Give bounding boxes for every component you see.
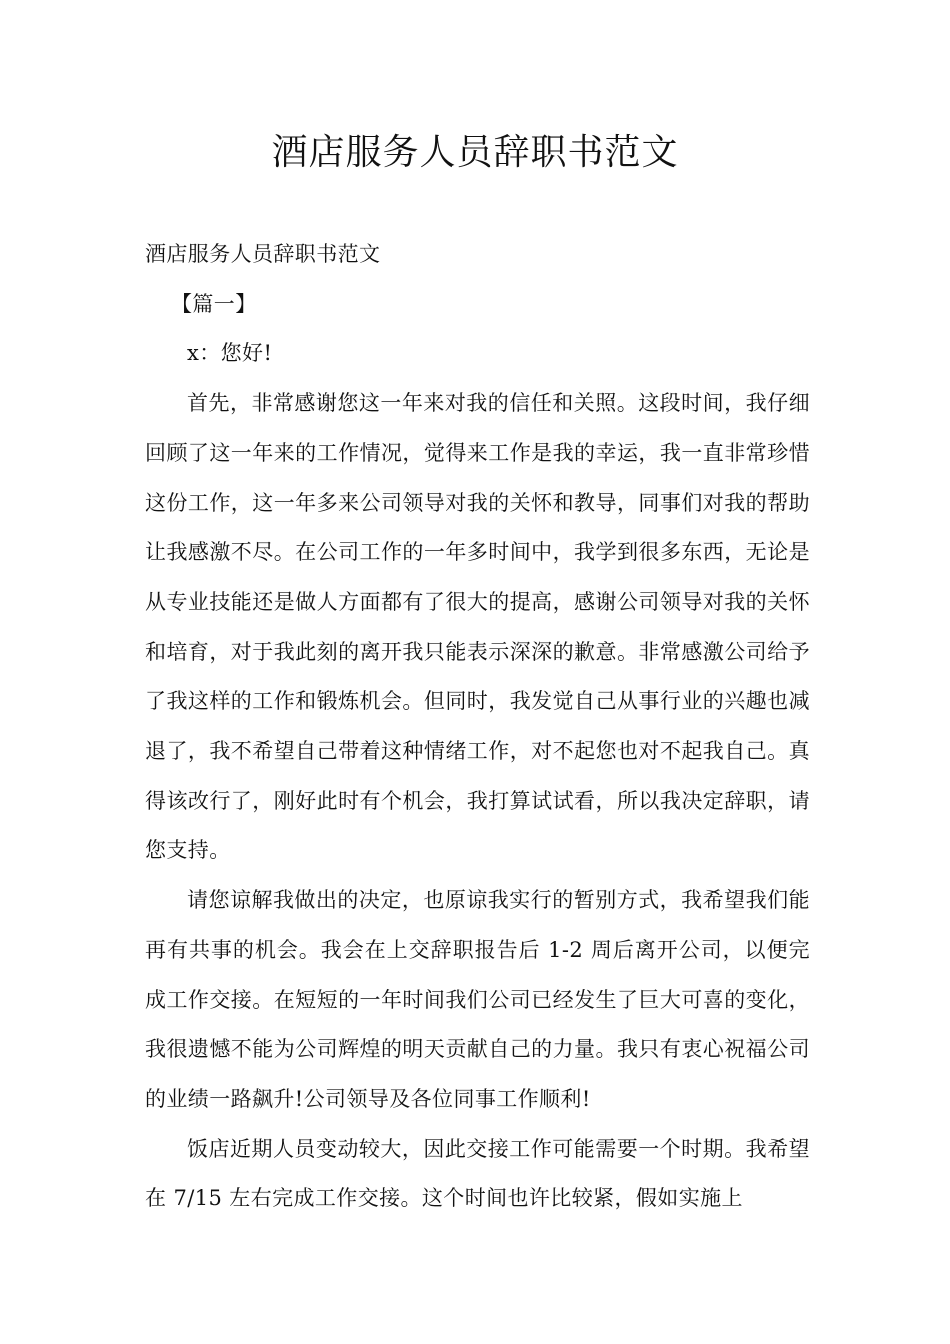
- paragraph-3: 饭店近期人员变动较大，因此交接工作可能需要一个时期。我希望在 7/15 左右完成工作交接。这个时间也许比较紧，假如实施上: [145, 1136, 810, 1211]
- document-subtitle: 酒店服务人员辞职书范文: [145, 242, 381, 266]
- salutation: x：您好!: [187, 341, 273, 366]
- paragraph-1: 首先，非常感谢您这一年来对我的信任和关照。这段时间，我仔细回顾了这一年来的工作情况，觉得来工作是我的幸运，我一直非常珍惜这份工作，这一年多来公司领导对我的关怀和教导，同事们对我的帮助让我感激不尽。在公司工作的一年多时间中，我学到很多东西，无论是从专业技能还是做人方面都有了很大的提高，感谢公司领导对我的关怀和培育，对于我此刻的离开我只能表示深深的歉意。非常感激公司给予了我这样的工作和锻炼机会。但同时，我发觉自己从事行业的兴趣也减退了，我不希望自己带着这种情绪工作，对不起您也对不起我自己。真得该改行了，刚好此时有个机会，我打算试试看，所以我决定辞职，请您支持。: [145, 391, 810, 863]
- document-title: 酒店服务人员辞职书范文: [271, 132, 679, 173]
- document-body: [145, 230, 810, 1224]
- section-label: 【篇一】: [171, 291, 257, 316]
- paragraph-2: 请您谅解我做出的决定，也原谅我实行的暂别方式，我希望我们能再有共事的机会。我会在上交辞职报告后 1-2 周后离开公司，以便完成工作交接。在短短的一年时间我们公司已经发生了巨大可喜的变化，我很遗憾不能为公司辉煌的明天贡献自己的力量。我只有衷心祝福公司的业绩一路飙升!公司领导及各位同事工作顺利!: [145, 888, 810, 1111]
